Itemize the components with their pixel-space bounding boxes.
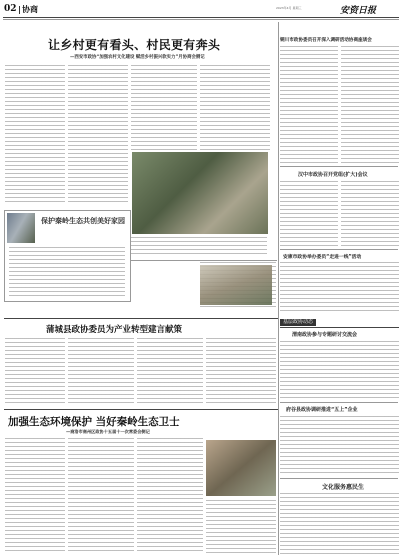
middle-story-col-4: [206, 338, 276, 406]
lead-story-col-3: [131, 65, 197, 150]
right-mid-body-2: [341, 181, 399, 247]
bottom-lead-photo: [206, 440, 276, 496]
right-item-1-body: [280, 341, 399, 399]
page-number: 02: [4, 4, 17, 14]
lead-story-col-4: [200, 65, 270, 150]
right-top-body-2: [341, 46, 399, 164]
right-section-header: [280, 318, 399, 328]
masthead-rule: [3, 17, 399, 18]
right-item-2-body: [280, 416, 399, 476]
masthead-divider: [19, 6, 20, 14]
bottom-lead-title: 加强生态环境保护 当好秦岭生态卫士: [8, 416, 180, 428]
lead-story-photo: [132, 152, 268, 234]
left-feature-photo: [7, 213, 35, 243]
middle-story-col-3: [137, 338, 203, 406]
right-mid2-body: [280, 262, 399, 314]
left-feature-box: [4, 210, 131, 302]
lead-story-title: 让乡村更有看头、村民更有奔头: [48, 38, 221, 52]
right-item-1-title: 渭南政协参与专题研讨交流会: [292, 332, 358, 338]
right-top-body-1: [280, 46, 338, 164]
right-mid-body-1: [280, 181, 338, 247]
lead-story-col-1: [5, 65, 65, 205]
lead-story-col-5: [131, 237, 267, 257]
bottom-lead-col-4: [206, 500, 276, 554]
right-top-title: 铜川市政协委员召开深入调研活动协商座谈会: [280, 38, 372, 43]
date-line: 2023年4月 星期三: [276, 6, 302, 10]
middle-story-title: 蒲城县政协委员为产业转型建言献策: [46, 325, 183, 335]
right-bottom-title: 文化服务惠民生: [322, 484, 365, 491]
right-mid2-title: 安康市政协举办委员“走进一线”活动: [283, 255, 362, 260]
bottom-lead-col-1: [5, 438, 65, 554]
brand-logo: 安资日报: [340, 6, 377, 16]
middle-photo: [200, 265, 272, 305]
right-mid-title: 汉中市政协召开党组(扩大)会议: [298, 172, 368, 178]
lead-story-subtitle: —西安市政协“加强农村文化建设 赋活乡村振兴软实力”月协商会侧记: [70, 55, 205, 60]
bottom-lead-col-2: [68, 438, 134, 554]
middle-story-col-1: [5, 338, 65, 406]
section-name: 协商: [22, 4, 38, 14]
left-feature-title: [39, 216, 127, 225]
middle-story-col-2: [68, 338, 134, 406]
section-tag: 基层政协动态: [280, 319, 316, 326]
masthead: [0, 0, 402, 20]
bottom-lead-subtitle: —商洛市商州区政协十五届十一次常委会侧记: [66, 429, 150, 434]
left-feature-title-text: 保护秦岭生态共创美好家园: [41, 216, 125, 225]
right-bottom-body: [280, 493, 399, 554]
left-feature-body: [9, 247, 125, 297]
bottom-lead-col-3: [137, 438, 203, 554]
lead-story-col-2: [68, 65, 128, 205]
right-item-2-title: 府谷县政协调研推进“五上”企业: [286, 407, 358, 413]
